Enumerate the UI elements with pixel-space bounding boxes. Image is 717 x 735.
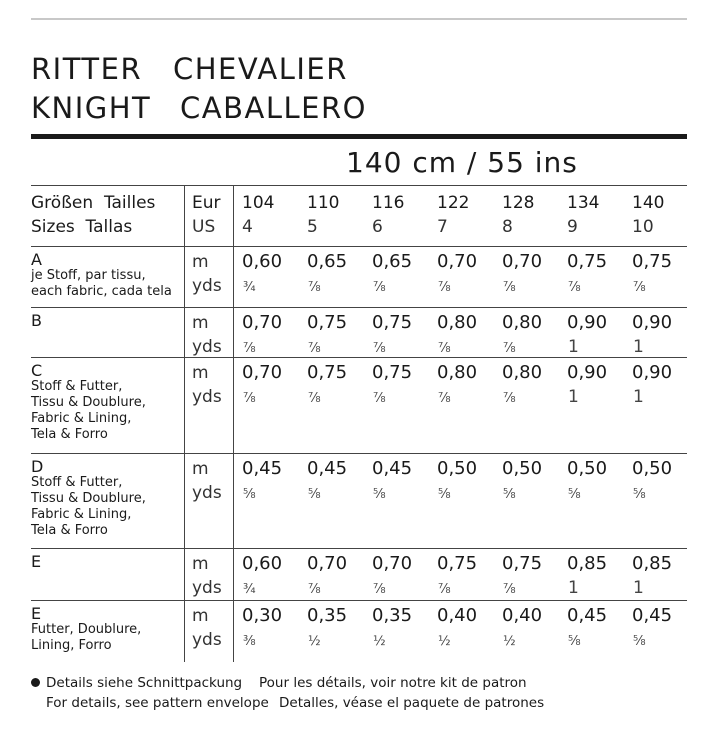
column-divider-labels [184,185,185,662]
yards-value: ⅜ [243,634,256,649]
yards-value: ½ [438,634,451,649]
meters-value: 0,40 [502,605,543,626]
unit-meters: m [192,313,209,333]
eur-size: 104 [242,193,275,213]
unit-meters: m [192,459,209,479]
us-size: 9 [567,217,578,237]
meters-value: 0,90 [567,362,608,383]
us-label: US [192,217,216,237]
row-divider [31,246,687,247]
meters-value: 0,70 [372,553,413,574]
row-divider [31,307,687,308]
meters-value: 0,45 [567,605,608,626]
title-knight: KNIGHT [31,91,152,125]
meters-value: 0,80 [437,312,478,333]
us-size: 8 [502,217,513,237]
yards-value: 1 [568,337,579,357]
yards-value: ⅝ [243,487,256,502]
top-rule [31,18,687,20]
meters-value: 0,85 [632,553,673,574]
yards-value: ⅝ [438,487,451,502]
meters-value: 0,35 [307,605,348,626]
unit-yards: yds [192,483,222,503]
column-divider-units [233,185,234,662]
yards-value: 1 [633,337,644,357]
meters-value: 0,75 [567,251,608,272]
us-size: 7 [437,217,448,237]
yards-value: ½ [503,634,516,649]
meters-value: 0,75 [437,553,478,574]
yards-value: ⅞ [633,280,646,295]
yards-value: ⅝ [633,634,646,649]
yards-value: ½ [373,634,386,649]
meters-value: 0,80 [502,362,543,383]
title-caballero: CABALLERO [180,91,367,125]
yards-value: ½ [308,634,321,649]
meters-value: 0,50 [632,458,673,479]
row-divider [31,548,687,549]
meters-value: 0,50 [567,458,608,479]
meters-value: 0,75 [372,312,413,333]
fabric-width-heading: 140 cm / 55 ins [346,146,578,179]
yards-value: ⅞ [438,341,451,356]
yards-value: ⅞ [503,582,516,597]
eur-label: Eur [192,193,221,213]
yards-value: ⅝ [308,487,321,502]
unit-yards: yds [192,630,222,650]
bullet-icon [31,678,40,687]
yards-value: ⅞ [503,280,516,295]
meters-value: 0,90 [632,362,673,383]
footer-note-en: For details, see pattern envelope [46,695,269,711]
yards-value: ⅞ [308,341,321,356]
title-chevalier: CHEVALIER [173,52,348,86]
yards-value: ⅞ [243,341,256,356]
yards-value: ⅞ [438,582,451,597]
meters-value: 0,75 [307,312,348,333]
yards-value: ⅞ [373,391,386,406]
meters-value: 0,80 [437,362,478,383]
footer-note-de: Details siehe Schnittpackung [46,675,243,691]
meters-value: 0,45 [372,458,413,479]
yards-value: ⅞ [438,391,451,406]
meters-value: 0,70 [307,553,348,574]
yards-value: ⅝ [373,487,386,502]
row-divider [31,185,687,186]
meters-value: 0,60 [242,251,283,272]
yards-value: ⅞ [373,582,386,597]
meters-value: 0,75 [502,553,543,574]
eur-size: 110 [307,193,340,213]
view-description: Stoff & Futter, Tissu & Doublure, Fabric & Lining, Tela & Forro [31,475,146,538]
meters-value: 0,45 [632,605,673,626]
yards-value: ⅞ [438,280,451,295]
unit-yards: yds [192,387,222,407]
footer-note-es: Detalles, véase el paquete de patrones [279,695,545,711]
view-label: C [31,361,43,380]
meters-value: 0,90 [632,312,673,333]
unit-meters: m [192,554,209,574]
yards-value: 1 [568,387,579,407]
yards-value: ⅞ [503,391,516,406]
meters-value: 0,70 [502,251,543,272]
meters-value: 0,75 [372,362,413,383]
yards-value: ¾ [243,280,256,295]
meters-value: 0,70 [242,312,283,333]
view-label: E [31,604,42,623]
unit-yards: yds [192,337,222,357]
row-divider [31,600,687,601]
meters-value: 0,50 [502,458,543,479]
view-label: E [31,552,42,571]
yards-value: ⅞ [308,280,321,295]
yards-value: ⅞ [243,391,256,406]
yards-value: ⅞ [568,280,581,295]
yards-value: 1 [633,578,644,598]
meters-value: 0,45 [307,458,348,479]
yards-value: ⅞ [373,341,386,356]
meters-value: 0,40 [437,605,478,626]
yards-value: 1 [633,387,644,407]
footer-note-fr: Pour les détails, voir notre kit de patron [259,675,527,691]
unit-yards: yds [192,578,222,598]
yards-value: 1 [568,578,579,598]
yards-value: ⅝ [503,487,516,502]
meters-value: 0,50 [437,458,478,479]
eur-size: 128 [502,193,535,213]
view-label: A [31,250,42,269]
meters-value: 0,60 [242,553,283,574]
view-label: D [31,457,44,476]
unit-meters: m [192,252,209,272]
title-rule [31,134,687,139]
row-divider [31,453,687,454]
title-ritter: RITTER [31,52,143,86]
meters-value: 0,30 [242,605,283,626]
unit-meters: m [192,363,209,383]
us-size: 10 [632,217,654,237]
eur-size: 140 [632,193,665,213]
meters-value: 0,70 [242,362,283,383]
view-label: B [31,311,42,330]
meters-value: 0,65 [307,251,348,272]
meters-value: 0,85 [567,553,608,574]
unit-meters: m [192,606,209,626]
meters-value: 0,35 [372,605,413,626]
meters-value: 0,65 [372,251,413,272]
unit-yards: yds [192,276,222,296]
yards-value: ⅝ [633,487,646,502]
yards-value: ⅞ [308,582,321,597]
us-size: 6 [372,217,383,237]
yards-value: ⅞ [503,341,516,356]
meters-value: 0,45 [242,458,283,479]
meters-value: 0,70 [437,251,478,272]
eur-size: 116 [372,193,405,213]
meters-value: 0,90 [567,312,608,333]
eur-size: 134 [567,193,600,213]
yards-value: ⅝ [568,634,581,649]
eur-size: 122 [437,193,470,213]
view-description: je Stoff, par tissu, each fabric, cada tela [31,268,172,299]
yards-value: ⅝ [568,487,581,502]
size-label-en-es: Sizes Tallas [31,217,133,237]
view-description: Stoff & Futter, Tissu & Doublure, Fabric & Lining, Tela & Forro [31,379,146,442]
meters-value: 0,75 [632,251,673,272]
us-size: 4 [242,217,253,237]
row-divider [31,357,687,358]
yards-value: ⅞ [373,280,386,295]
yards-value: ¾ [243,582,256,597]
yards-value: ⅞ [308,391,321,406]
size-label-de-fr: Größen Tailles [31,193,156,213]
us-size: 5 [307,217,318,237]
view-description: Futter, Doublure, Lining, Forro [31,622,142,653]
meters-value: 0,75 [307,362,348,383]
meters-value: 0,80 [502,312,543,333]
